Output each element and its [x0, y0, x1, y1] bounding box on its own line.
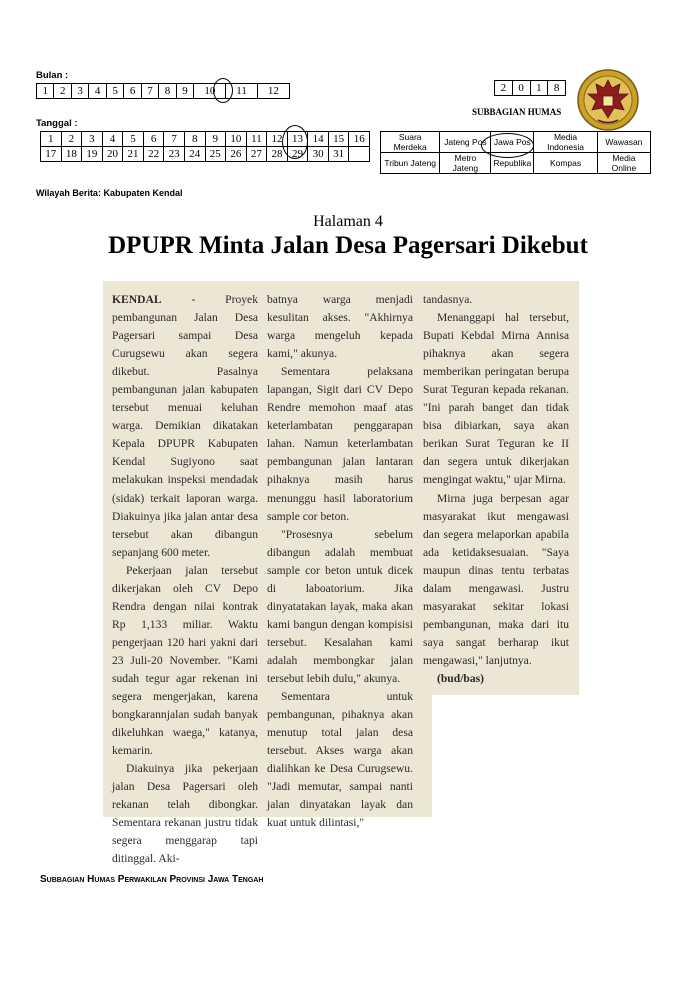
day-cell-19: 19 — [82, 147, 103, 162]
day-cell-1: 1 — [41, 132, 62, 147]
media-cell-Jateng Pos: Jateng Pos — [440, 132, 491, 153]
day-cell-15: 15 — [328, 132, 349, 147]
month-cell-7: 7 — [141, 84, 158, 99]
paragraph-text: Pekerjaan jalan tersebut dikerjakan oleh CV Depo Rendra dengan nilai kontrak Rp 1,133 miliar. Waktu pengerjaan 120 hari yakni dari 23 Juli-20 November. "Kami sudah tegur agar rekenan ini segera mengerjakan, karena bongkarannjalan sudah banyak dikeluhkan waega," katanya, kemarin. — [112, 563, 258, 758]
day-cell-9: 9 — [205, 132, 226, 147]
selected-month-circle — [213, 78, 233, 103]
month-cell-2: 2 — [54, 84, 71, 99]
year-digit-0: 0 — [512, 81, 530, 96]
media-cell-Kompas: Kompas — [534, 153, 598, 174]
article-paragraph — [112, 562, 258, 761]
paragraph-text: - Proyek pembangunan Jalan Desa Pagersari sampai Desa Curugsewu akan segera dikebut. Pasalnya pembangunan jalan kabupaten tersebut menuai keluhan warga. Demikian dikatakan Kepala DPUPR Kabupaten Kendal Sugiyono saat melakukan inspeksi mendadak (sidak) terkait laporan warga. Diakuinya jika jalan antar desa tersebut akan dibangun sepanjang 600 meter. — [112, 293, 258, 559]
paragraph-text: Sementara pelaksana lapangan, Sigit dari CV Depo Rendre memohon maaf atas keterlambatan penggarapan lahan. Namun keterlambatan pembangunan jalan lantaran pihaknya masih harus menunggu hasil laboratorium sample cor beton. — [267, 365, 413, 523]
month-grid — [36, 83, 290, 99]
article-paragraph — [112, 291, 258, 562]
day-cell-31: 31 — [328, 147, 349, 162]
day-cell-11: 11 — [246, 132, 267, 147]
media-cell-Suara Merdeka: Suara Merdeka — [381, 132, 440, 153]
wilayah-label: Wilayah Berita: Kabupaten Kendal — [36, 188, 183, 198]
month-cell-10: 10 — [194, 84, 226, 99]
footer-text: Subbagian Humas Perwakilan Provinsi Jawa Tengah — [40, 874, 264, 885]
paragraph-text: Mirna juga berpesan agar masyarakat ikut mengawasi dan segera melaporkan apabila ada ketidaksesuaian. "Saya maupun dinas tentu terbatas dalam mengawasi. Justru masyarakat sekitar lokasi pembangunan, maka dari itu saya sangat berharap ikut mengawasi," lanjutnya. — [423, 491, 569, 667]
selected-media-circle — [481, 133, 534, 158]
day-cell-blank — [349, 147, 370, 162]
page-number: Halaman 4 — [313, 213, 383, 230]
article-paragraph — [112, 760, 258, 868]
day-cell-27: 27 — [246, 147, 267, 162]
paragraph-text: tandasnya. — [423, 293, 473, 306]
day-cell-12: 12 — [267, 132, 288, 147]
article-paragraph — [267, 688, 413, 832]
article-paragraph — [267, 291, 413, 363]
month-cell-12: 12 — [257, 84, 289, 99]
month-cell-5: 5 — [106, 84, 123, 99]
garuda-emblem-icon — [576, 68, 640, 132]
headline: DPUPR Minta Jalan Desa Pagersari Dikebut — [108, 232, 588, 259]
day-cell-5: 5 — [123, 132, 144, 147]
bulan-label: Bulan : — [36, 70, 69, 81]
month-cell-4: 4 — [89, 84, 106, 99]
year-digit-8: 8 — [548, 81, 566, 96]
article-column-3 — [423, 291, 569, 688]
day-cell-20: 20 — [102, 147, 123, 162]
day-cell-14: 14 — [308, 132, 329, 147]
media-cell-Media Online: Media Online — [597, 153, 650, 174]
day-cell-7: 7 — [164, 132, 185, 147]
article-paragraph — [423, 490, 569, 670]
day-cell-25: 25 — [205, 147, 226, 162]
month-cell-3: 3 — [71, 84, 88, 99]
month-cell-1: 1 — [37, 84, 54, 99]
day-cell-24: 24 — [184, 147, 205, 162]
year-digit-1: 1 — [530, 81, 548, 96]
month-cell-11: 11 — [226, 84, 257, 99]
day-cell-28: 28 — [267, 147, 288, 162]
year-grid — [494, 80, 566, 96]
day-cell-26: 26 — [226, 147, 247, 162]
media-cell-Republika: Republika — [491, 153, 534, 174]
day-cell-13: 13 — [287, 132, 308, 147]
day-cell-2: 2 — [61, 132, 82, 147]
day-cell-30: 30 — [308, 147, 329, 162]
paragraph-text: Sementara untuk pembangunan, pihaknya akan menutup total jalan desa tersebut. Akses warga akan dialihkan ke Desa Curugsewu. "Jadi memutar, sampai nanti jalan dinyatakan layak dan kuat untuk dilintasi," — [267, 690, 413, 830]
clipping-cutout — [432, 695, 579, 817]
selected-day-circle — [282, 125, 308, 159]
article-column-1 — [112, 291, 258, 869]
day-cell-10: 10 — [226, 132, 247, 147]
media-cell-Media Indonesia: Media Indonesia — [534, 132, 598, 153]
day-cell-3: 3 — [82, 132, 103, 147]
day-cell-17: 17 — [41, 147, 62, 162]
article-paragraph — [423, 670, 569, 688]
day-grid — [40, 131, 370, 162]
year-digit-2: 2 — [495, 81, 513, 96]
paragraph-text: Diakuinya jika pekerjaan jalan Desa Pagersari oleh rekanan telah dibongkar. Sementara rekanan justru tidak segera menggarap tapi ditinggal. Aki- — [112, 762, 258, 866]
media-cell-Tribun Jateng: Tribun Jateng — [381, 153, 440, 174]
day-cell-4: 4 — [102, 132, 123, 147]
tanggal-label: Tanggal : — [36, 118, 78, 129]
media-cell-Metro Jateng: Metro Jateng — [440, 153, 491, 174]
day-cell-18: 18 — [61, 147, 82, 162]
article-paragraph — [267, 526, 413, 688]
paragraph-lead: (bud/bas) — [437, 671, 485, 685]
paragraph-text: "Prosesnya sebelum dibangun adalah membuat sample cor beton untuk dicek di laboatorium. Jika dinyatatakan layak, maka akan kami bangun dengan kompisisi tersebut. Kesalahan kami adalah membongkar jalan tersebut lebih dulu," akunya. — [267, 527, 413, 685]
month-cell-8: 8 — [159, 84, 176, 99]
month-cell-6: 6 — [124, 84, 141, 99]
month-cell-9: 9 — [176, 84, 193, 99]
day-cell-8: 8 — [184, 132, 205, 147]
day-cell-29: 29 — [287, 147, 308, 162]
article-paragraph — [423, 291, 569, 309]
media-cell-Jawa Pos: Jawa Pos — [491, 132, 534, 153]
paragraph-lead: KENDAL — [112, 293, 162, 306]
unit-label: SUBBAGIAN HUMAS — [472, 107, 562, 117]
paragraph-text: batnya warga menjadi kesulitan akses. "Akhirnya warga mengeluh kepada kami," akunya. — [267, 293, 413, 361]
paragraph-text: Menanggapi hal tersebut, Bupati Kebdal Mirna Annisa pihaknya akan segera memberikan peringatan berupa Surat Teguran kepada rekanan. "Ini parah banget dan tidak bisa dibiarkan, saya akan berikan Surat Teguran ke II dan segera untuk dikerjakan mengingat waktu," ujar Mirna. — [423, 311, 569, 487]
day-cell-22: 22 — [143, 147, 164, 162]
article-paragraph — [423, 309, 569, 489]
day-cell-21: 21 — [123, 147, 144, 162]
day-cell-23: 23 — [164, 147, 185, 162]
article-column-2 — [267, 291, 413, 832]
day-cell-6: 6 — [143, 132, 164, 147]
media-cell-Wawasan: Wawasan — [597, 132, 650, 153]
article-paragraph — [267, 363, 413, 525]
day-cell-16: 16 — [349, 132, 370, 147]
